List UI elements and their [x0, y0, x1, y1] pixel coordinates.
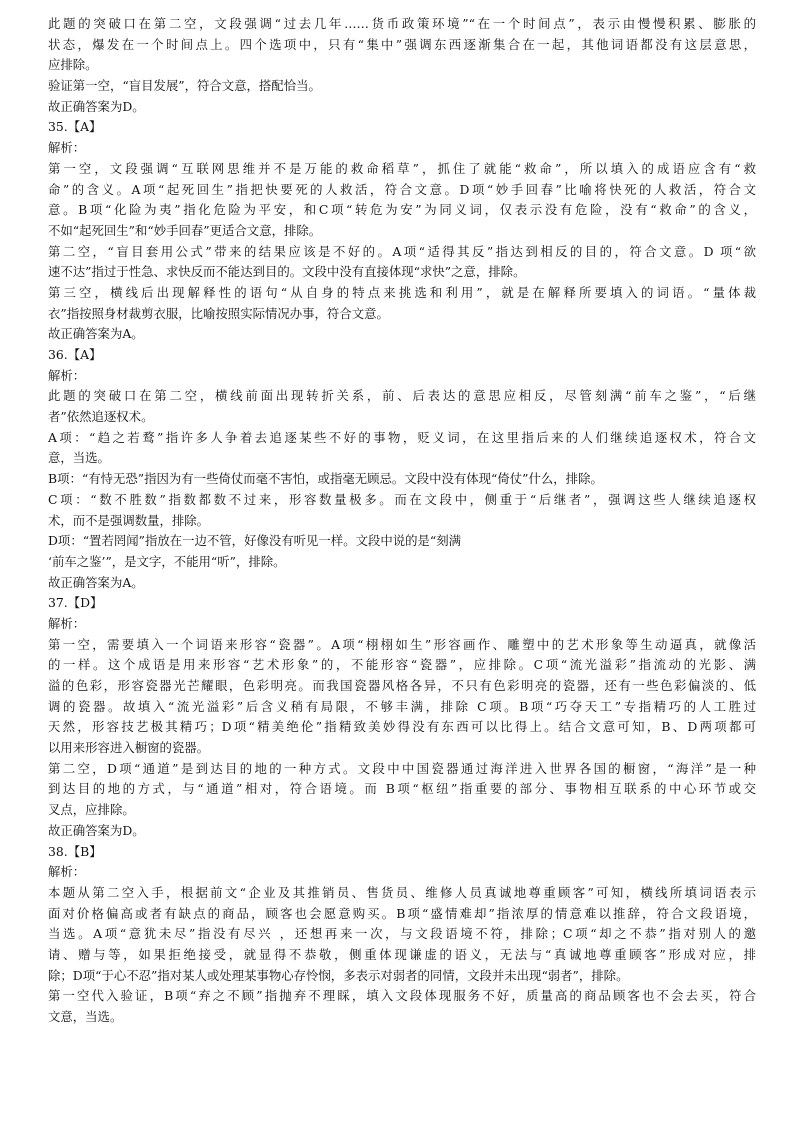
text-line: 除；D项“于心不忍”指对某人或处理某事物心存怜悯，多表示对弱者的同情，文段并未出现“弱者”，排除。	[48, 967, 629, 983]
text-line: 意。B项“化险为夷”指化危险为平安，和C项“转危为安”为同义词，仅表示没有危险，没有“救命”的含义，	[48, 202, 756, 218]
text-line: 者”依然追逐权术。	[48, 409, 154, 425]
text-line: 解析：	[48, 864, 86, 880]
text-line: 命”的含义。A项“起死回生”指把快要死的人救活，符合文意。D项“妙手回春”比喻将快死的人救活，符合文	[48, 181, 756, 197]
text-line: 35.【A】	[48, 119, 102, 135]
text-line: 术，而不是强调数量，排除。	[48, 512, 210, 528]
text-line: 故正确答案为D。	[48, 822, 145, 838]
text-line: 第二空，D项“通道”是到达目的地的一种方式。文段中中国瓷器通过海洋进入世界各国的橱窗，“海洋”是一种	[48, 760, 756, 776]
text-line: 37.【D】	[48, 595, 103, 611]
text-line: 的一样。这个成语是用来形容“艺术形象”的，不能形容“瓷器”，应排除。C项“流光溢彩”指流动的光影、满	[48, 657, 756, 673]
text-line: 速不达”指过于性急、求快反而不能达到目的。文段中没有直接体现“求快”之意，排除。	[48, 264, 526, 280]
text-line: D项：“置若罔闻”指放在一边不管，好像没有听见一样。文段中说的是“刻满	[48, 533, 462, 549]
text-line: 解析：	[48, 367, 86, 383]
text-line: 故正确答案为A。	[48, 326, 144, 342]
text-line: 不如“起死回生”和“妙手回春”更适合文意，排除。	[48, 222, 322, 238]
text-line: 调的瓷器。故填入“流光溢彩”后含义稍有局限，不够丰满，排除 C项。B项“巧夺天工”专指精巧的人工胜过	[48, 698, 756, 714]
text-line: 溢的色彩，形容瓷器光芒耀眼，色彩明亮。而我国瓷器风格各异，不只有色彩明亮的瓷器，还有一些色彩偏淡的、低	[48, 678, 756, 693]
text-line: 当选。A项“意犹未尽”指没有尽兴 ，还想再来一次，与文段语境不符，排除；C项“却之不恭”指对别人的邀	[48, 926, 756, 942]
text-line: 天然，形容技艺极其精巧；D项“精美绝伦”指精致美妙得没有东西可以比得上。结合文意可知，B、D两项都可	[48, 719, 756, 735]
text-line: 第一空代入验证，B项“弃之不顾”指抛弃不理睬，填入文段体现服务不好，质量高的商品顾客也不会去买，符合	[48, 988, 756, 1004]
text-line: 故正确答案为D。	[48, 98, 145, 114]
text-line: 面对价格偏高或者有缺点的商品，顾客也会愿意购买。B项“盛情难却”指浓厚的情意难以推辞，符合文段语境，	[48, 905, 756, 921]
text-line: 第三空，横线后出现解释性的语句“从自身的特点来挑选和利用”，就是在解释所要填入的词语。“量体裁	[48, 284, 756, 300]
text-line: 请、赠与等，如果拒绝接受，就显得不恭敬，侧重体现谦虚的语义，无法与“真诚地尊重顾客”形成对应，排	[48, 946, 756, 962]
text-line: 衣”指按照身材裁剪衣服，比喻按照实际情况办事，符合文意。	[48, 305, 389, 321]
text-line: 应排除。	[48, 57, 98, 73]
text-line: 故正确答案为A。	[48, 574, 144, 590]
text-line: 第一空，文段强调“互联网思维并不是万能的救命稻草”，抓住了就能“救命”，所以填入的成语应含有“救	[48, 160, 756, 176]
text-line: 以用来形容进入橱窗的瓷器。	[48, 740, 210, 756]
text-line: C项：“数不胜数”指数都数不过来，形容数量极多。而在文段中，侧重于“后继者”，强调这些人继续追逐权	[48, 491, 756, 507]
text-line: 到达目的地的方式，与“通道”相对，符合语境。而 B项“枢纽”指重要的部分、事物相互联系的中心环节或交	[48, 781, 756, 797]
text-line: 本题从第二空入手，根据前文“企业及其推销员、售货员、维修人员真诚地尊重顾客”可知，横线所填词语表示	[48, 884, 756, 900]
text-line: 验证第一空，“盲目发展”，符合文意，搭配恰当。	[48, 78, 321, 94]
text-line: 第二空，“盲目套用公式”带来的结果应该是不好的。A项“适得其反”指达到相反的目的，符合文意。D 项“欲	[48, 243, 756, 259]
text-line: 文意，当选。	[48, 1009, 123, 1024]
text-line: ‘前车之鉴’”，是文字，不能用“听”，排除。	[48, 553, 286, 569]
text-line: 38.【B】	[48, 843, 102, 859]
text-line: 叉点，应排除。	[48, 802, 135, 818]
text-line: 意，当选。	[48, 450, 110, 466]
text-line: 解析：	[48, 615, 86, 631]
text-line: 36.【A】	[48, 347, 102, 362]
text-line: 状态，爆发在一个时间点上。四个选项中，只有“集中”强调东西逐渐集合在一起，其他词语都没有这层意思，	[48, 36, 756, 52]
text-line: A项：“趋之若鹜”指许多人争着去追逐某些不好的事物，贬义词，在这里指后来的人们继续追逐权术，符合文	[48, 429, 756, 445]
text-line: 解析：	[48, 140, 86, 156]
text-line: B项：“有恃无恐”指因为有一些倚仗而毫不害怕，或指毫无顾忌。文段中没有体现“倚仗”什么，排除。	[48, 471, 603, 487]
text-line: 第一空，需要填入一个词语来形容“瓷器”。A项“栩栩如生”形容画作、雕塑中的艺术形象等生动逼真，就像活	[48, 636, 756, 652]
text-line: 此题的突破口在第二空，横线前面出现转折关系，前、后表达的意思应相反，尽管刻满“前车之鉴”，“后继	[48, 388, 756, 404]
text-line: 此题的突破口在第二空，文段强调“过去几年……货币政策环境”“在一个时间点”，表示由慢慢积累、膨胀的	[48, 16, 756, 31]
